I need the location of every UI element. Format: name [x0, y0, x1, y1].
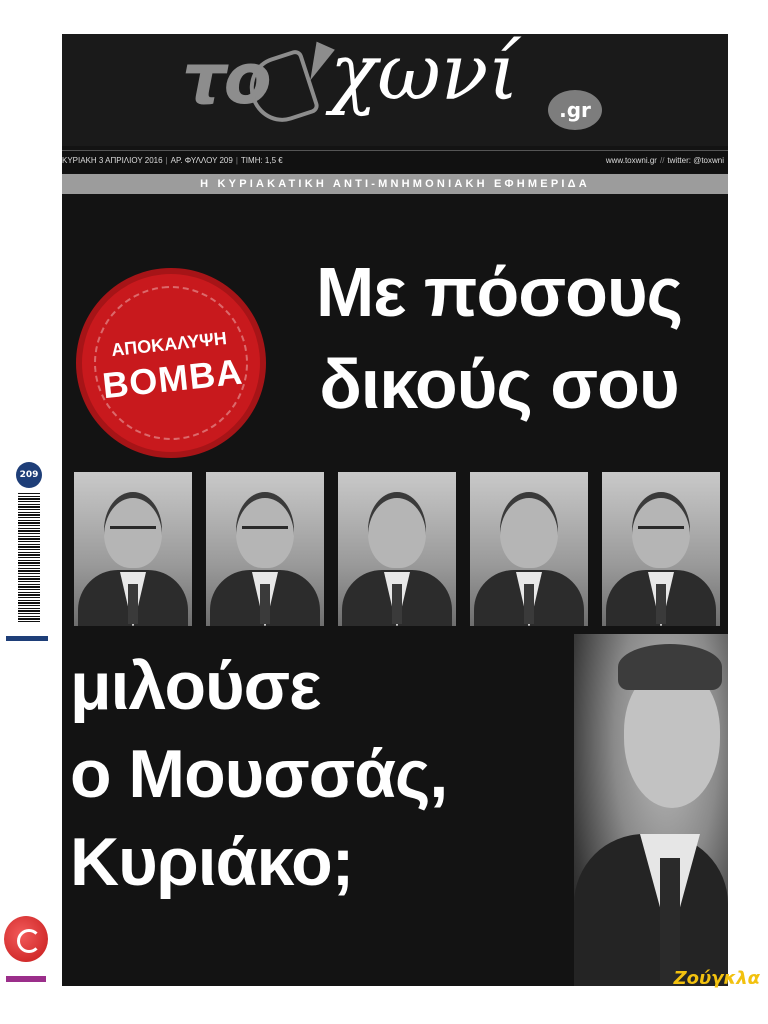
- portrait-photo: [470, 472, 588, 626]
- issue-price: ΤΙΜΗ: 1,5 €: [240, 156, 283, 165]
- publisher-logo-icon: [4, 916, 48, 962]
- headline-top-line-2: δικούς σου: [319, 345, 679, 423]
- headline-top: [274, 246, 724, 430]
- website-link[interactable]: www.toxwni.gr: [605, 156, 657, 165]
- edge-stripe: [6, 976, 46, 982]
- info-bar: [62, 150, 728, 173]
- portrait-photo: [206, 472, 324, 626]
- watermark-brand: Ζούγκλα: [673, 968, 760, 989]
- issue-info: ΚΥΡΙΑΚΗ 3 ΑΠΡΙΛΙΟΥ 2016 | ΑΡ. ΦΥΛΛΟΥ 209 | ΤΙΜΗ: 1,5 €: [62, 156, 283, 165]
- issue-number-badge: 209: [16, 462, 42, 488]
- logo-domain-badge: .gr: [548, 90, 602, 130]
- portrait-photo: [74, 472, 192, 626]
- photo-row: [74, 472, 720, 628]
- headline-top-line-1: Με πόσους: [315, 253, 683, 331]
- headline-bottom-line-1: μιλούσε: [70, 648, 321, 724]
- contact-info: www.toxwni.gr // twitter: @toxwni: [605, 156, 724, 165]
- masthead: [62, 34, 728, 146]
- headline-bottom-line-2: ο Μουσσάς,: [70, 736, 448, 812]
- stamp-main-text: ΒΟΜΒΑ: [100, 350, 245, 407]
- edge-divider: [6, 636, 48, 641]
- barcode: [18, 492, 40, 622]
- issue-number: ΑΡ. ΦΥΛΛΟΥ 209: [170, 156, 233, 165]
- tagline: Η ΚΥΡΙΑΚΑΤΙΚΗ ΑΝΤΙ-ΜΝΗΜΟΝΙΑΚΗ ΕΦΗΜΕΡΙΔΑ: [62, 174, 728, 194]
- stamp-top-text: ΑΠΟΚΑΛΥΨΗ: [110, 328, 228, 361]
- issue-date: ΚΥΡΙΑΚΗ 3 ΑΠΡΙΛΙΟΥ 2016: [62, 156, 163, 165]
- headline-bottom-line-3: Κυριάκο;: [70, 824, 354, 900]
- newspaper-front-page: [62, 34, 728, 986]
- logo-prefix: το: [182, 38, 269, 120]
- portrait-photo: [338, 472, 456, 626]
- portrait-photo: [602, 472, 720, 626]
- headline-bottom: [70, 642, 447, 906]
- large-portrait-photo: [574, 634, 728, 986]
- twitter-handle[interactable]: twitter: @toxwni: [667, 156, 724, 165]
- red-stamp: [73, 265, 269, 461]
- logo-name: χωνί: [330, 34, 519, 118]
